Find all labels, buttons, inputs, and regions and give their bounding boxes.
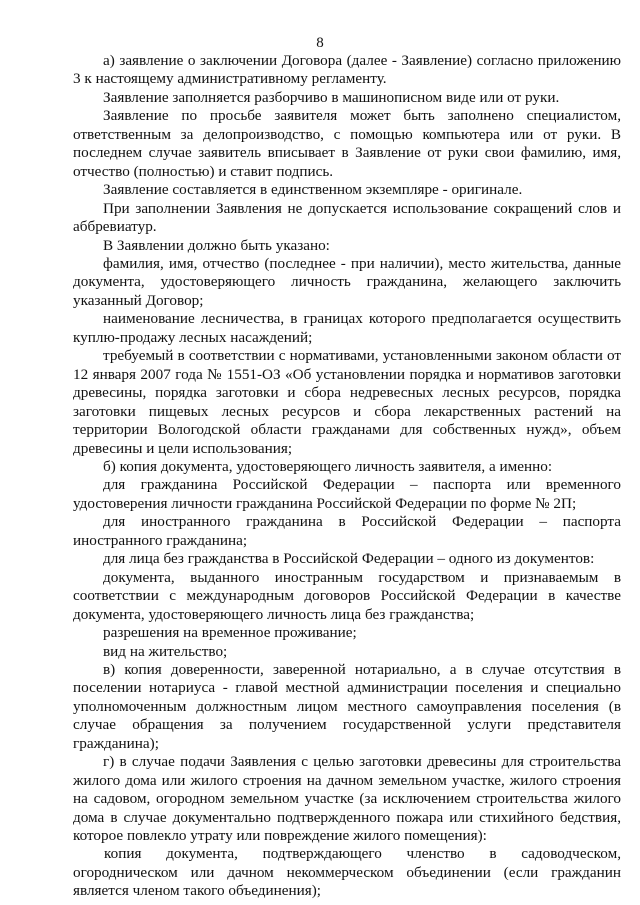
paragraph-filled-by-specialist: Заявление по просьбе заявителя может быть заполнено специалистом, ответственным за делопроизводство, с помощью компьютера или от руки. В последнем случае заявитель вписывает в Заявление от руки свои фамилию, имя, отчество (полностью) и ставит подпись. [73, 107, 621, 180]
paragraph-temporary-residence: разрешения на временное проживание; [103, 624, 357, 642]
paragraph-single-copy: Заявление составляется в единственном экземпляре - оригинале. [103, 181, 523, 199]
page-number: 8 [316, 35, 324, 51]
paragraph-foreign-document: документа, выданного иностранным государством и признаваемым в соответствии с международным договоров Российской Федерации в качестве документа, удостоверяющего личность лица без гражданства; [73, 568, 621, 623]
paragraph-stateless-person: для лица без гражданства в Российской Федерации – одного из документов: [103, 550, 595, 568]
paragraph-foreign-citizen: для иностранного гражданина в Российской Федерации – паспорта иностранного гражданина; [73, 513, 621, 549]
paragraph-application-item-a: а) заявление о заключении Договора (далее - Заявление) согласно приложению 3 к настоящему административному регламенту. [73, 52, 621, 88]
paragraph-timber-volume: требуемый в соответствии с нормативами, установленными законом области от 12 января 2007 года № 1551-ОЗ «Об установлении порядка и нормативов заготовки древесины, порядка заготовки и сбора недревесных лесных ресурсов, порядка заготовки пищевых лесных ресурсов и сбора лекарственных растений на территории Вологодской области гражданами для собственных нужд», объем древесины и цели использования; [73, 347, 621, 457]
document-body [73, 52, 621, 901]
paragraph-power-of-attorney-item-v: в) копия доверенности, заверенной нотариально, а в случае отсутствия в поселении нотариуса - главой местной администрации поселения и специально уполномоченным должностным лицом местного самоуправления поселения (в случае обращения за получением государственной услуги представителя гражданина); [73, 660, 621, 752]
paragraph-no-abbreviations: При заполнении Заявления не допускается использование сокращений слов и аббревиатур. [73, 199, 621, 236]
paragraph-citizen-passport: для гражданина Российской Федерации – паспорта или временного удостоверения личности гражданина Российской Федерации по форме № 2П; [73, 476, 621, 512]
paragraph-forestry-name: наименование лесничества, в границах которого предполагается осуществить куплю-продажу лесных насаждений; [73, 310, 621, 346]
paragraph-membership-document: копия документа, подтверждающего членство в садоводческом, огородническом или дачном некоммерческом объединении (если гражданин является членом такого объединения); [73, 845, 621, 900]
paragraph-full-name-residence: фамилия, имя, отчество (последнее - при наличии), место жительства, данные документа, удостоверяющего личность гражданина, желающего заключить указанный Договор; [73, 254, 621, 309]
paragraph-residence-permit: вид на жительство; [103, 642, 228, 660]
paragraph-identity-copy-item-b: б) копия документа, удостоверяющего личность заявителя, а именно: [103, 457, 553, 475]
paragraph-filled-legibly: Заявление заполняется разборчиво в машинописном виде или от руки. [103, 88, 560, 106]
paragraph-must-specify: В Заявлении должно быть указано: [103, 236, 330, 254]
paragraph-construction-purpose-item-g: г) в случае подачи Заявления с целью заготовки древесины для строительства жилого дома или жилого строения на дачном земельном участке, жилого строения на садовом, огородном земельном участке (за исключением строительства жилого дома в случае документально подтвержденного пожара или стихийного бедствия, которое повлекло утрату или повреждение жилого помещения): [73, 753, 621, 845]
